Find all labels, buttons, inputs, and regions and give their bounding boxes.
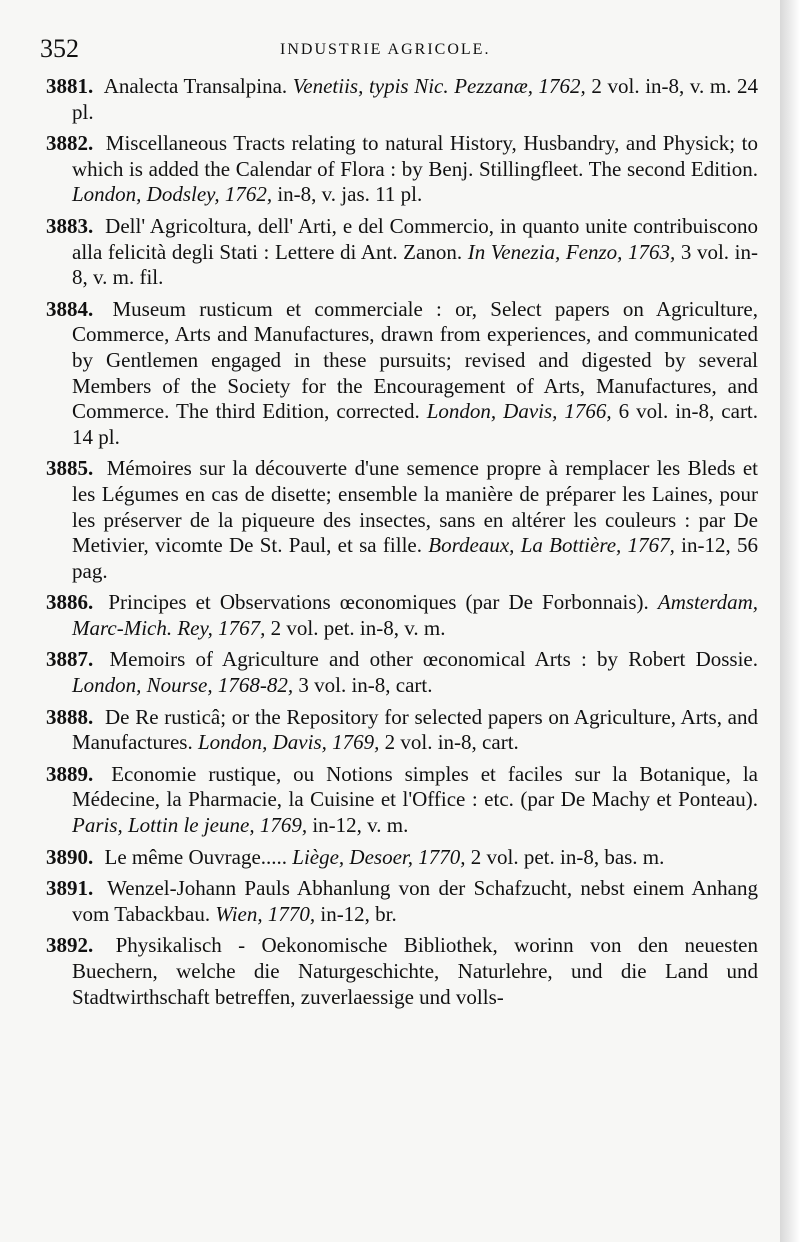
- entry-title: Economie rustique, ou Notions simples et faciles sur la Botanique, la Médecine, la Pharmacie, la Cuisine et l'Office : etc. (par De Machy et Ponteau).: [72, 761, 759, 812]
- running-title: INDUSTRIE AGRICOLE.: [280, 41, 491, 58]
- entry-number: 3887.: [46, 647, 94, 672]
- entry-imprint: Liège, Desoer, 1770,: [292, 844, 466, 869]
- entry-number: 3891.: [46, 876, 94, 901]
- entry-number: 3882.: [46, 131, 94, 156]
- catalog-entry: [46, 131, 758, 208]
- entry-title: Analecta Transalpina.: [103, 74, 288, 98]
- entry-title: Wenzel-Johann Pauls Abhanlung von der Schafzucht, nebst einem Anhang vom Tabackbau.: [72, 876, 758, 926]
- entry-title: Physikalisch - Oekonomische Bibliothek, worinn von den neuesten Buechern, welche die Naturgeschichte, Naturlehre, und die Land und Stadtwirthschaft betreffen, zuverlaessige und volls-: [72, 933, 758, 1009]
- entry-title: Memoirs of Agriculture and other œconomical Arts : by Robert Dossie.: [109, 647, 759, 672]
- entry-imprint: London, Nourse, 1768-82,: [72, 673, 294, 698]
- entry-details: in-12, br.: [320, 901, 397, 926]
- entry-imprint: Amsterdam, Marc-Mich. Rey, 1767,: [72, 590, 759, 640]
- catalog-entry: [46, 845, 758, 871]
- entry-title: Le même Ouvrage.....: [104, 844, 288, 869]
- entry-details: 2 vol. pet. in-8, bas. m.: [470, 844, 665, 869]
- entry-number: 3886.: [46, 590, 94, 615]
- entry-title: Miscellaneous Tracts relating to natural History, Husbandry, and Physick; to which is added the Calendar of Flora : by Benj. Stillingfleet. The second Edition.: [72, 131, 759, 181]
- entry-title: Museum rusticum et commerciale : or, Select papers on Agriculture, Commerce, Arts and Manufactures, drawn from experiences, and communicated by Gentlemen engaged in these pursuits; revised and digested by several Members of the Society for the Encouragement of Arts, Manufactures, and Commerce. The third Edition, corrected.: [72, 296, 759, 424]
- entry-imprint: London, Davis, 1769,: [197, 730, 380, 755]
- entry-imprint: London, Dodsley, 1762,: [72, 182, 273, 207]
- entry-title: De Re rusticâ; or the Repository for selected papers on Agriculture, Arts, and Manufactures.: [72, 704, 759, 755]
- entry-details: 2 vol. pet. in-8, v. m.: [270, 615, 446, 640]
- entry-number: 3892.: [46, 933, 94, 958]
- entry-number: 3888.: [46, 704, 94, 729]
- entry-details: 6 vol. in-8, cart. 14 pl.: [72, 399, 759, 449]
- catalog-entry: [46, 297, 758, 451]
- entry-imprint: Paris, Lottin le jeune, 1769,: [72, 813, 308, 838]
- catalog-entry: [46, 590, 758, 641]
- entry-details: 3 vol. in-8, v. m. fil.: [72, 239, 758, 290]
- entry-imprint: In Venezia, Fenzo, 1763,: [467, 239, 676, 264]
- entry-imprint: London, Davis, 1766,: [426, 399, 612, 424]
- entry-number: 3885.: [46, 456, 94, 481]
- page-number: 352: [40, 34, 79, 63]
- catalog-entries: [46, 74, 758, 1016]
- entry-title: Mémoires sur la découverte d'une semence propre à remplacer les Bleds et les Légumes en cas de disette; ensemble la manière de préparer les Laines, pour les préserver de la piqueure des insectes, sans en altérer les couleurs : par De Metivier, vicomte De St. Paul, et sa fille.: [72, 456, 759, 558]
- catalog-entry: [46, 705, 758, 756]
- page-header: [40, 34, 760, 64]
- entry-imprint: Venetiis, typis Nic. Pezzanæ, 1762,: [292, 74, 586, 98]
- catalog-entry: [46, 933, 758, 1010]
- entry-details: 2 vol. in-8, cart.: [384, 730, 519, 755]
- entry-number: 3889.: [46, 761, 94, 786]
- entry-details: in-8, v. jas. 11 pl.: [277, 182, 423, 207]
- catalog-entry: [46, 647, 758, 698]
- catalog-entry: [46, 876, 758, 927]
- entry-number: 3881.: [46, 74, 94, 98]
- entry-details: 2 vol. in-8, v. m. 24 pl.: [72, 74, 759, 124]
- entry-number: 3890.: [46, 844, 94, 869]
- catalog-entry: [46, 762, 758, 839]
- catalog-entry: [46, 214, 758, 291]
- catalog-entry: [46, 456, 758, 584]
- entry-details: 3 vol. in-8, cart.: [298, 673, 433, 698]
- entry-number: 3883.: [46, 213, 94, 238]
- entry-imprint: Bordeaux, La Bottière, 1767,: [428, 533, 675, 558]
- entry-details: in-12, 56 pag.: [72, 533, 758, 583]
- page-edge: [780, 0, 800, 1242]
- entry-title: Principes et Observations œconomiques (par De Forbonnais).: [108, 590, 649, 615]
- entry-details: in-12, v. m.: [312, 813, 409, 838]
- entry-imprint: Wien, 1770,: [215, 901, 316, 926]
- catalog-entry: [46, 74, 758, 125]
- entry-number: 3884.: [46, 296, 94, 321]
- entry-title: Dell' Agricoltura, dell' Arti, e del Commercio, in quanto unite contribuiscono alla felicità degli Stati : Lettere di Ant. Zanon.: [72, 213, 759, 264]
